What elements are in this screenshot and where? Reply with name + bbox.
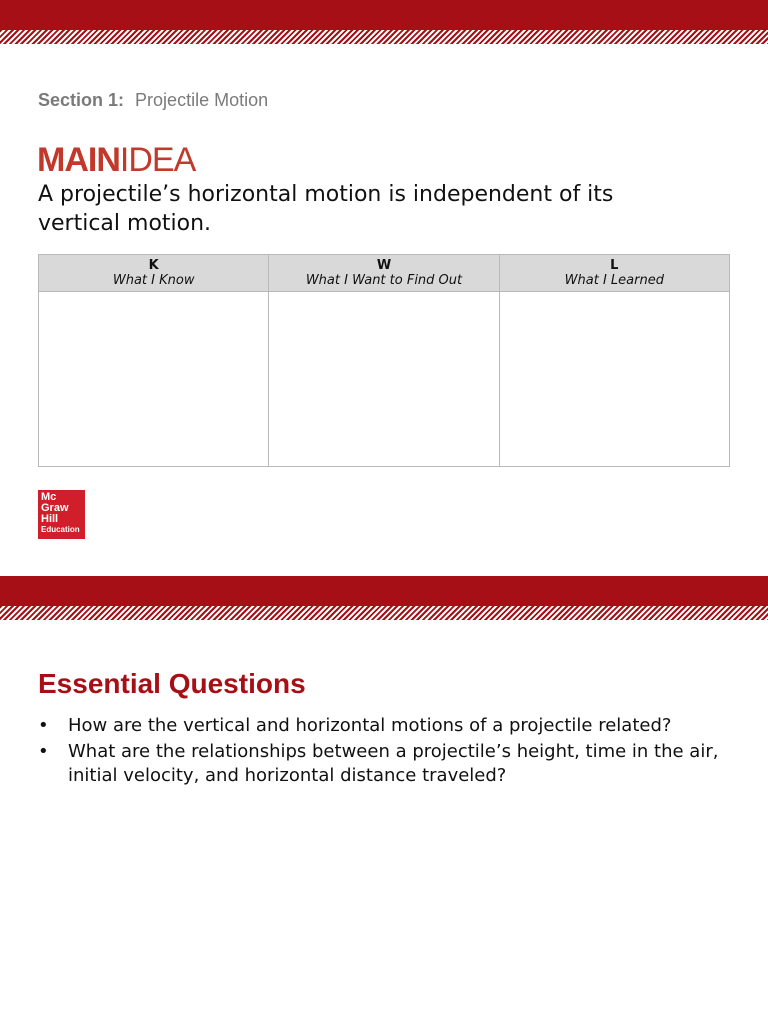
kwl-cell-k[interactable] [39, 292, 269, 467]
logo-line-3: Hill [41, 513, 59, 525]
kwl-letter: L [610, 258, 619, 273]
question-text: How are the vertical and horizontal motions of a projectile related? [68, 715, 672, 736]
kwl-header-k [39, 255, 269, 292]
kwl-desc: What I Know [112, 273, 195, 288]
bullet-icon: • [38, 715, 49, 736]
main-idea-statement: A projectile’s horizontal motion is independent of its vertical motion. [38, 182, 614, 236]
section-number: Section 1: [38, 90, 125, 110]
kwl-desc: What I Learned [564, 273, 664, 288]
kwl-cell-l[interactable] [499, 292, 729, 467]
kwl-chart [38, 254, 730, 467]
question-text: What are the relationships between a projectile’s height, time in the air, initial velocity, and horizontal distance traveled? [68, 741, 719, 786]
main-idea-logo [37, 140, 195, 180]
list-item [38, 740, 738, 788]
kwl-letter: W [376, 258, 392, 273]
logo-line-2: Graw [41, 502, 69, 514]
list-item [38, 714, 738, 738]
kwl-desc: What I Want to Find Out [305, 273, 463, 288]
kwl-header-l [499, 255, 729, 292]
logo-line-4: Education [41, 525, 80, 534]
slide-essential-questions [0, 576, 768, 1024]
logo-line-1: Mc [41, 491, 57, 503]
banner-stripes [0, 30, 768, 44]
kwl-letter: K [148, 258, 159, 273]
mcgraw-hill-logo [38, 490, 85, 539]
bullet-icon: • [38, 741, 49, 762]
essential-questions-list [38, 714, 738, 790]
section-label [38, 90, 268, 111]
essential-questions-heading: Essential Questions [38, 668, 306, 699]
banner-stripes [0, 606, 768, 620]
main-idea-logo-part2: IDEA [119, 141, 196, 179]
kwl-header-w [269, 255, 499, 292]
kwl-cell-w[interactable] [269, 292, 499, 467]
main-idea-logo-part1: MAIN [37, 141, 120, 179]
section-title: Projectile Motion [135, 90, 269, 110]
